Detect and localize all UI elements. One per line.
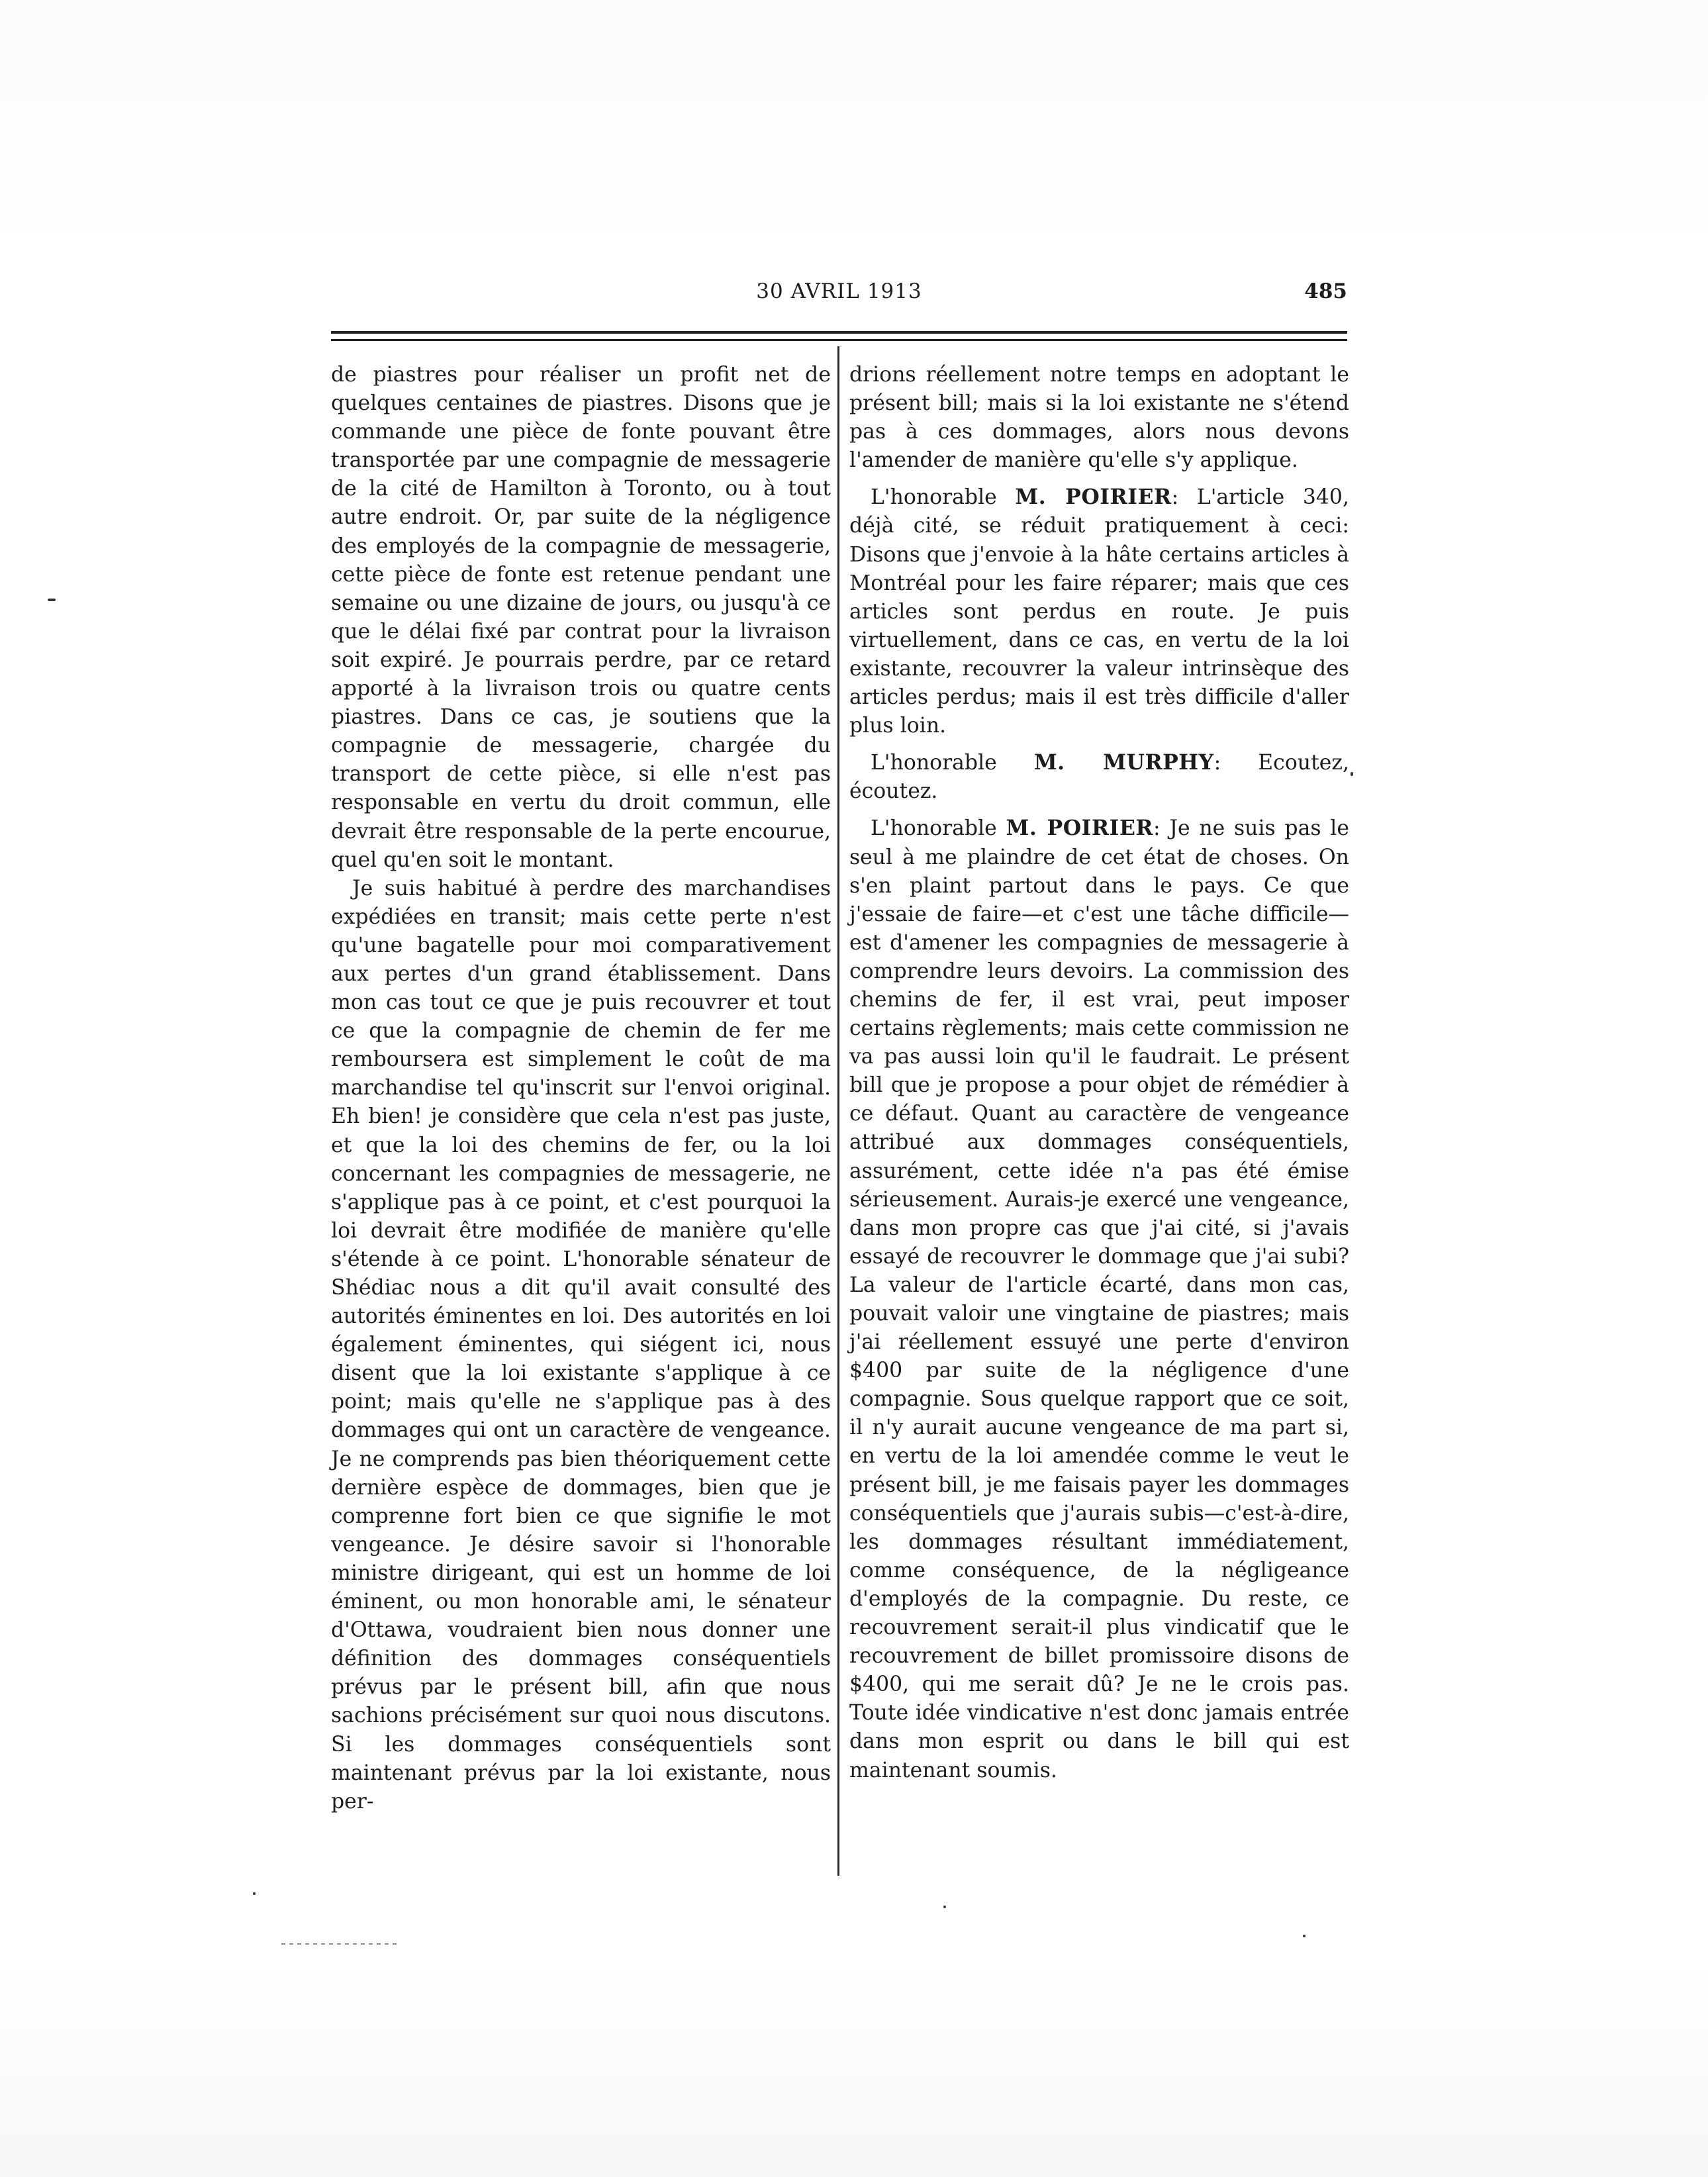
speech-prefix: L'honorable [871,751,1034,775]
speech-text: : L'article 340, déjà cité, se réduit pratiquement à ceci: Disons que j'envoie à la hâte certains articles à Montréal pour les faire réparer; mais que ces articles sont perdus en route. Je puis virtuellement, dans ce cas, en vertu de la loi existante, recouvrer la valeur intrinsèque des articles perdus; mais il est très difficile d'aller plus loin. [849,485,1349,738]
speech-text: : Je ne suis pas le seul à me plaindre de cet état de choses. On s'en plaint partout dans le pays. Ce que j'essaie de faire—et c'est une tâche difficile—est d'amener les compagnies de messagerie à comprendre leurs devoirs. La commission des chemins de fer, il est vrai, peut imposer certains règlements; mais cette commission ne va pas aussi loin qu'il le faudrait. Le présent bill que je propose a pour objet de rémédier à ce défaut. Quant au caractère de vengeance attribué aux dommages conséquentiels, assurément, cette idée n'a pas été émise sérieusement. Aurais-je exercé une vengeance, dans mon propre cas que j'ai cité, si j'avais essayé de recouvrer le dommage que j'ai subi? La valeur de l'article écarté, dans mon cas, pouvait valoir une vingtaine de piastres; mais j'ai réellement essuyé une perte d'environ $400 par suite de la négligence d'une compagnie. Sous quelque rapport que ce soit, il n'y aurait aucune vengeance de ma part si, en vertu de la loi amendée comme le veut le présent bill, je me faisais payer les dommages conséquentiels que j'aurais subis—c'est-à-dire, les dommages résultant immédiatement, comme conséquence, de la négligeance d'employés de la compagnie. Du reste, ce recouvrement serait-il plus vindicatif que le recouvrement de billet promissoire disons de $400, qui me serait dû? Je ne le crois pas. Toute idée vindicative n'est donc jamais entrée dans mon esprit ou dans le bill qui est maintenant soumis. [849,816,1349,1782]
speech-poirier-2 [849,814,1349,1784]
speaker-name: M. POIRIER [1006,816,1154,841]
scan-speck [1303,1935,1305,1937]
right-column [849,361,1349,1785]
page-number: 485 [1304,279,1347,303]
speech-text: : Ecoutez, écoutez. [849,751,1349,804]
header-date: 30 AVRIL 1913 [756,279,922,303]
speaker-name: M. MURPHY [1033,750,1214,775]
left-paragraph-1: de piastres pour réaliser un profit net de quelques centaines de piastres. Disons que je commande une pièce de fonte pouvant être transportée par une compagnie de messagerie de la cité de Hamilton à Toronto, ou à tout autre endroit. Or, par suite de la négligence des employés de la compagnie de messagerie, cette pièce de fonte est retenue pendant une semaine ou une dizaine de jours, ou jusqu'à ce que le délai fixé par contrat pour la livraison soit expiré. Je pourrais perdre, par ce retard apporté à la livraison trois ou quatre cents piastres. Dans ce cas, je soutiens que la compagnie de messagerie, chargée du transport de cette pièce, si elle n'est pas responsable en vertu du droit commun, elle devrait être responsable de la perte encourue, quel qu'en soit le montant. [331,363,831,872]
scan-artifact-line [281,1943,401,1945]
speech-prefix: L'honorable [871,816,1006,841]
speech-poirier-1 [849,483,1349,740]
scan-speck [1351,772,1353,776]
right-opening-paragraph: drions réellement notre temps en adoptant le présent bill; mais si la loi existante ne s'étend pas à ces dommages, alors nous devons l'amender de manière qu'elle s'y applique. [849,363,1349,473]
speech-prefix: L'honorable [871,485,1016,510]
scan-speck [943,1906,946,1908]
left-paragraph-2: Je suis habitué à perdre des marchandises expédiées en transit; mais cette perte n'est qu'une bagatelle pour moi comparativement aux pertes d'un grand établissement. Dans mon cas tout ce que je puis recouvrer et tout ce que la compagnie de chemin de fer me remboursera est simplement le coût de ma marchandise tel qu'inscrit sur l'envoi original. Eh bien! je considère que cela n'est pas juste, et que la loi des chemins de fer, ou la loi concernant les compagnies de messagerie, ne s'applique pas à ce point, et c'est pourquoi la loi devrait être modifiée de manière qu'elle s'étende à ce point. L'honorable sénateur de Shédiac nous a dit qu'il avait consulté des autorités éminentes en loi. Des autorités en loi également éminentes, qui siégent ici, nous disent que la loi existante s'applique à ce point; mais qu'elle ne s'applique pas à des dommages qui ont un caractère de vengeance. Je ne comprends pas bien théoriquement cette dernière espèce de dommages, bien que je comprenne fort bien ce que signifie le mot vengeance. Je désire savoir si l'honorable ministre dirigeant, qui est un homme de loi éminent, ou mon honorable ami, le sénateur d'Ottawa, voudraient bien nous donner une définition des dommages conséquentiels prévus par le présent bill, afin que nous sachions précisément sur quoi nous discutons. Si les dommages conséquentiels sont maintenant prévus par la loi existante, nous per- [331,876,831,1814]
scan-speck [253,1892,256,1895]
scan-speck [48,599,56,601]
header-rule-top [331,331,1347,334]
speech-murphy [849,748,1349,806]
column-divider [837,346,839,1876]
speaker-name: M. POIRIER [1015,485,1172,510]
left-column [331,361,831,1816]
page-header [331,277,1347,310]
header-rule-bottom [331,339,1347,341]
